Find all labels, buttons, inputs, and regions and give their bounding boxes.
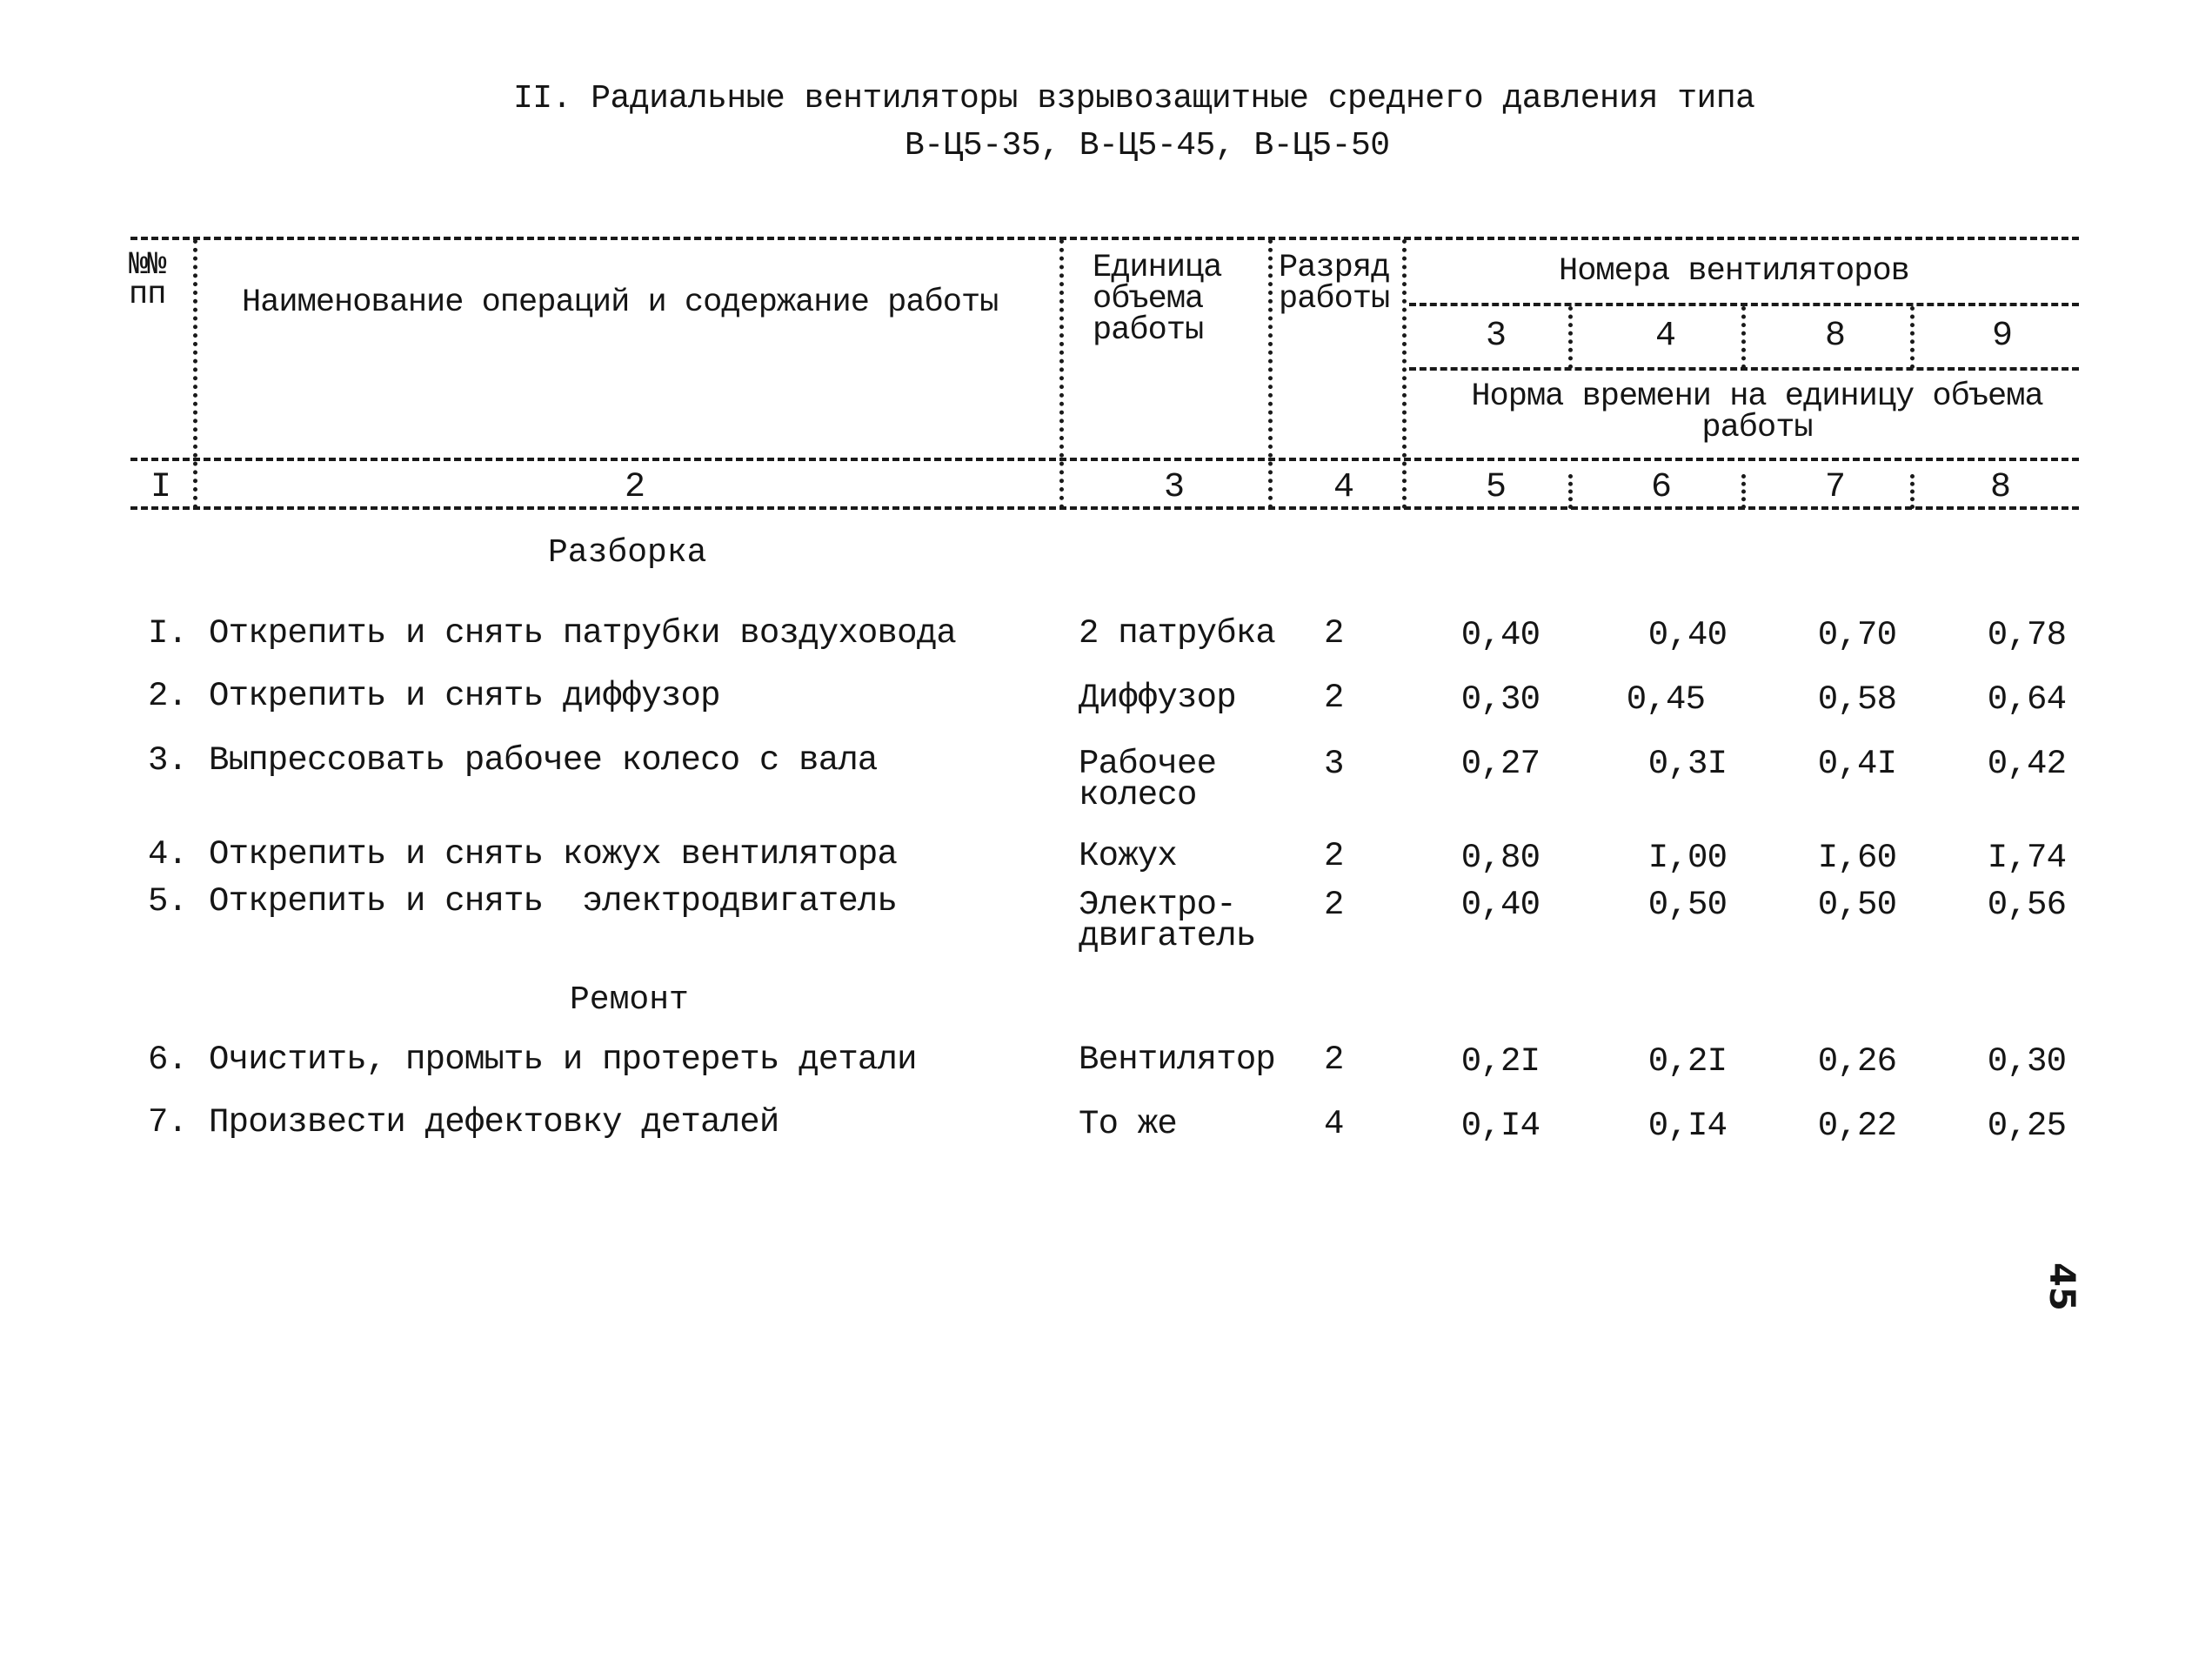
row-6-number: 6. xyxy=(148,1041,188,1079)
row-3-unit: Рабочее колесо xyxy=(1079,745,1217,814)
header-norm-title: Норма времени на единицу объема работы xyxy=(1471,378,2043,446)
colnum-1: I xyxy=(150,468,171,507)
row-2-value-fan8: 0,58 xyxy=(1817,680,1897,719)
colnum-2: 2 xyxy=(624,468,645,507)
row-1-grade: 2 xyxy=(1324,614,1344,653)
colnum-separator-8 xyxy=(1910,474,1915,509)
header-bottom-rule xyxy=(130,458,2079,461)
row-7-value-fan9: 0,25 xyxy=(1987,1107,2067,1145)
row-6-value-fan4: 0,2I xyxy=(1647,1042,1727,1081)
row-5-number: 5. xyxy=(148,882,188,920)
row-2-value-fan3: 0,30 xyxy=(1460,680,1540,719)
row-6-value-fan3: 0,2I xyxy=(1460,1042,1540,1081)
row-5-value-fan3: 0,40 xyxy=(1460,886,1540,924)
colnum-6: 6 xyxy=(1650,468,1672,507)
row-1-value-fan9: 0,78 xyxy=(1987,616,2067,654)
section-repair: Ремонт xyxy=(570,981,689,1019)
header-fans-title: Номера вентиляторов xyxy=(1559,253,1909,290)
row-6-grade: 2 xyxy=(1324,1041,1344,1079)
fan-separator-1 xyxy=(1568,306,1573,369)
col-separator-3 xyxy=(1268,239,1273,509)
header-unit-col: Единица объема работы xyxy=(1093,250,1222,349)
row-5-value-fan8: 0,50 xyxy=(1817,886,1897,924)
colnum-4: 4 xyxy=(1333,468,1354,507)
row-2-value-fan9: 0,64 xyxy=(1987,680,2067,719)
row-7-unit: То же xyxy=(1079,1105,1178,1143)
row-3-grade: 3 xyxy=(1324,745,1344,783)
header-name-col: Наименование операций и содержание работы xyxy=(242,284,999,321)
row-2-number: 2. xyxy=(148,677,188,715)
row-7-value-fan8: 0,22 xyxy=(1817,1107,1897,1145)
row-3-value-fan4: 0,3I xyxy=(1647,745,1727,783)
section-disassembly: Разборка xyxy=(548,534,707,572)
fan-number-4: 4 xyxy=(1654,317,1676,356)
row-7-name: Произвести дефектовку деталей xyxy=(209,1103,779,1141)
row-6-name: Очистить, промыть и протереть детали xyxy=(209,1041,917,1079)
row-3-value-fan8: 0,4I xyxy=(1817,745,1897,783)
table-top-rule xyxy=(130,237,2079,240)
row-3-name: Выпрессовать рабочее колесо с вала xyxy=(209,741,878,780)
row-4-value-fan9: I,74 xyxy=(1987,839,2067,877)
row-4-unit: Кожух xyxy=(1079,837,1178,875)
fan-number-8: 8 xyxy=(1824,317,1846,356)
col-separator-1 xyxy=(193,239,197,509)
fan-number-3: 3 xyxy=(1485,317,1507,356)
row-6-value-fan8: 0,26 xyxy=(1817,1042,1897,1081)
col-separator-4 xyxy=(1402,239,1407,509)
row-7-value-fan4: 0,I4 xyxy=(1647,1107,1727,1145)
colnum-3: 3 xyxy=(1163,468,1185,507)
row-1-value-fan4: 0,40 xyxy=(1647,616,1727,654)
row-5-value-fan4: 0,50 xyxy=(1647,886,1727,924)
colnum-5: 5 xyxy=(1485,468,1507,507)
colnum-8: 8 xyxy=(1989,468,2011,507)
row-2-value-fan4: 0,45 xyxy=(1626,680,1706,719)
colnum-7: 7 xyxy=(1824,468,1846,507)
document-title-line2: В-Ц5-35, В-Ц5-45, В-Ц5-50 xyxy=(905,127,1390,164)
row-2-name: Открепить и снять диффузор xyxy=(209,677,720,715)
row-1-number: I. xyxy=(148,614,188,653)
fan-number-9: 9 xyxy=(1991,317,2013,356)
row-3-number: 3. xyxy=(148,741,188,780)
row-6-value-fan9: 0,30 xyxy=(1987,1042,2067,1081)
column-numbers-rule xyxy=(130,506,2079,510)
row-4-value-fan4: I,00 xyxy=(1647,839,1727,877)
row-1-value-fan3: 0,40 xyxy=(1460,616,1540,654)
row-7-number: 7. xyxy=(148,1103,188,1141)
row-4-grade: 2 xyxy=(1324,837,1344,875)
row-5-grade: 2 xyxy=(1324,886,1344,924)
fan-separator-2 xyxy=(1741,306,1746,369)
row-4-name: Открепить и снять кожух вентилятора xyxy=(209,835,898,874)
header-num-col: №№ пп xyxy=(129,247,166,313)
fan-separator-3 xyxy=(1910,306,1915,369)
row-1-unit: 2 патрубка xyxy=(1079,614,1276,653)
page-number: 45 xyxy=(2041,1262,2082,1311)
col-separator-2 xyxy=(1059,239,1064,509)
row-5-value-fan9: 0,56 xyxy=(1987,886,2067,924)
header-grade-col: Разряд работы xyxy=(1279,250,1390,318)
row-4-value-fan8: I,60 xyxy=(1817,839,1897,877)
row-2-grade: 2 xyxy=(1324,679,1344,717)
row-3-value-fan3: 0,27 xyxy=(1460,745,1540,783)
row-5-name: Открепить и снять электродвигатель xyxy=(209,882,898,920)
row-7-value-fan3: 0,I4 xyxy=(1460,1107,1540,1145)
row-7-grade: 4 xyxy=(1324,1105,1344,1143)
row-4-number: 4. xyxy=(148,835,188,874)
row-3-value-fan9: 0,42 xyxy=(1987,745,2067,783)
colnum-separator-6 xyxy=(1568,474,1573,509)
row-1-value-fan8: 0,70 xyxy=(1817,616,1897,654)
row-5-unit: Электро- двигатель xyxy=(1079,886,1256,955)
document-title-line1: II. Радиальные вентиляторы взрывозащитные среднего давления типа xyxy=(513,80,1755,117)
row-2-unit: Диффузор xyxy=(1079,679,1236,717)
row-6-unit: Вентилятор xyxy=(1079,1041,1276,1079)
row-1-name: Открепить и снять патрубки воздуховода xyxy=(209,614,956,653)
colnum-separator-7 xyxy=(1741,474,1746,509)
row-4-value-fan3: 0,80 xyxy=(1460,839,1540,877)
